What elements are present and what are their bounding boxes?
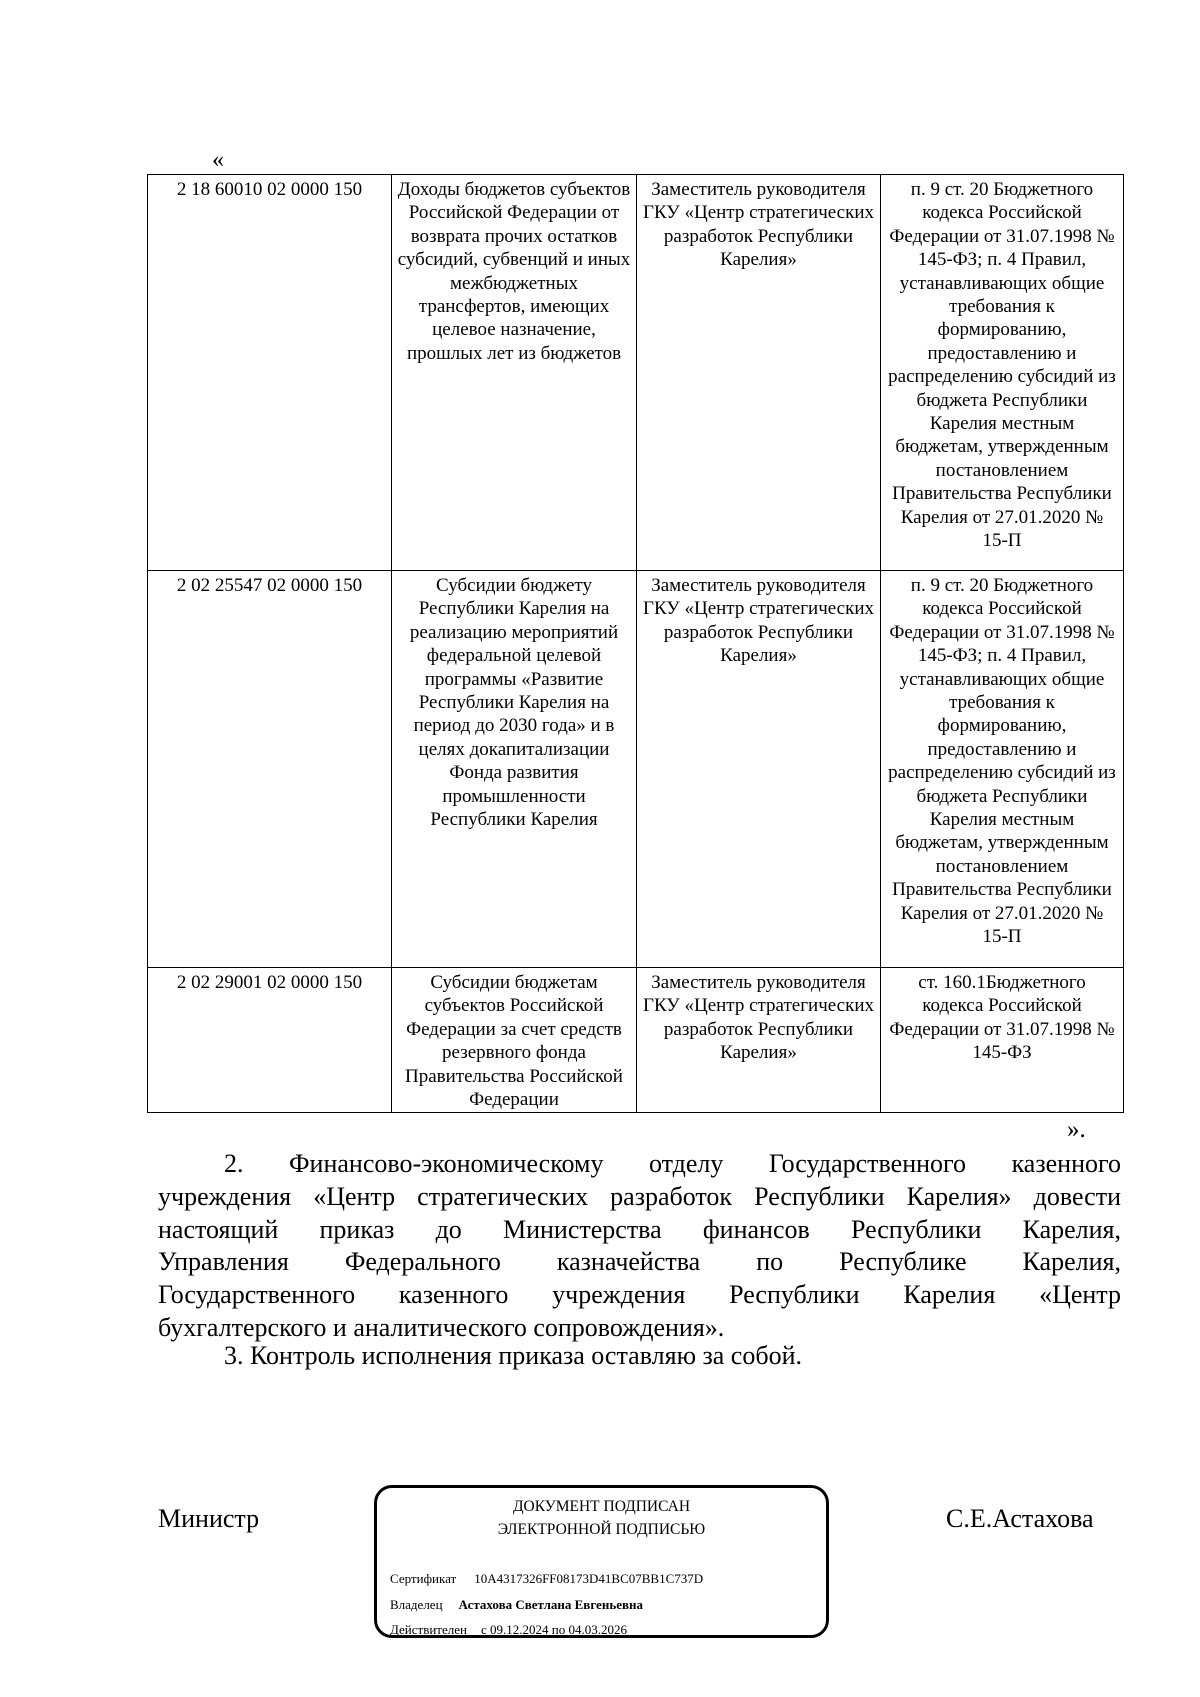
table-row bbox=[148, 968, 1124, 1113]
paragraph-2-line: Государственного казенного учреждения Республики Карелия «Центр bbox=[158, 1280, 1121, 1310]
stamp-certificate-value: 10A4317326FF08173D41BC07BB1C737D bbox=[474, 1571, 704, 1586]
stamp-owner-row bbox=[390, 1598, 643, 1611]
cell-responsible: Заместитель руководителя ГКУ «Центр стратегических разработок Республики Карелия» bbox=[637, 968, 881, 1113]
stamp-owner-value: Астахова Светлана Евгеньевна bbox=[458, 1597, 643, 1612]
cell-basis: ст. 160.1Бюджетного кодекса Российской Федерации от 31.07.1998 № 145-ФЗ bbox=[881, 968, 1124, 1113]
paragraph-2-line: учреждения «Центр стратегических разработок Республики Карелия» довести bbox=[158, 1181, 1121, 1211]
paragraph-2-line: настоящий приказ до Министерства финансов Республики Карелия, bbox=[158, 1214, 1121, 1244]
budget-codes-table bbox=[147, 174, 1124, 1113]
paragraph-2 bbox=[158, 1148, 1121, 1345]
table-opening-quote: « bbox=[212, 147, 224, 173]
stamp-heading: ДОКУМЕНТ ПОДПИСАН bbox=[512, 1498, 691, 1515]
stamp-certificate-label: Сертификат bbox=[390, 1571, 457, 1586]
stamp-validity-row bbox=[390, 1623, 627, 1636]
cell-name: Субсидии бюджету Республики Карелия на реализацию мероприятий федеральной целевой программы «Развитие Республики Карелия на период до 2030 года» и в целях докапитализации Фонда развития промышленности Республики Карелия bbox=[392, 571, 637, 968]
table-closing-quote: ». bbox=[1067, 1116, 1086, 1143]
table-row bbox=[148, 571, 1124, 968]
paragraph-2-line: 2. Финансово-экономическому отделу Государственного казенного bbox=[224, 1149, 1121, 1178]
stamp-owner-label: Владелец bbox=[390, 1597, 443, 1612]
cell-code: 2 02 25547 02 0000 150 bbox=[148, 571, 392, 968]
cell-responsible: Заместитель руководителя ГКУ «Центр стратегических разработок Республики Карелия» bbox=[637, 175, 881, 571]
cell-responsible: Заместитель руководителя ГКУ «Центр стратегических разработок Республики Карелия» bbox=[637, 571, 881, 968]
paragraph-2-line: Управления Федерального казначейства по Республике Карелия, bbox=[158, 1247, 1121, 1277]
table-row bbox=[148, 175, 1124, 571]
cell-code: 2 02 29001 02 0000 150 bbox=[148, 968, 392, 1113]
signer-position: Министр bbox=[158, 1504, 260, 1533]
stamp-validity-label: Действителен bbox=[390, 1622, 467, 1637]
stamp-validity-value: с 09.12.2024 по 04.03.2026 bbox=[480, 1622, 627, 1637]
cell-name: Субсидии бюджетам субъектов Российской Федерации за счет средств резервного фонда Правительства Российской Федерации bbox=[392, 968, 637, 1113]
cell-name: Доходы бюджетов субъектов Российской Федерации от возврата прочих остатков субсидий, субвенций и иных межбюджетных трансфертов, имеющих целевое назначение, прошлых лет из бюджетов bbox=[392, 175, 637, 571]
paragraph-2-line: бухгалтерского и аналитического сопровождения». bbox=[158, 1312, 725, 1342]
cell-code: 2 18 60010 02 0000 150 bbox=[148, 175, 392, 571]
electronic-signature-stamp bbox=[374, 1485, 829, 1638]
stamp-heading: ЭЛЕКТРОННОЙ ПОДПИСЬЮ bbox=[497, 1521, 706, 1538]
cell-basis: п. 9 ст. 20 Бюджетного кодекса Российской Федерации от 31.07.1998 № 145-ФЗ; п. 4 Правил, устанавливающих общие требования к формированию, предоставлению и распределению субсидий из бюджета Республики Карелия местным бюджетам, утвержденным постановлением Правительства Республики Карелия от 27.01.2020 № 15-П bbox=[881, 175, 1124, 571]
cell-basis: п. 9 ст. 20 Бюджетного кодекса Российской Федерации от 31.07.1998 № 145-ФЗ; п. 4 Правил, устанавливающих общие требования к формированию, предоставлению и распределению субсидий из бюджета Республики Карелия местным бюджетам, утвержденным постановлением Правительства Республики Карелия от 27.01.2020 № 15-П bbox=[881, 571, 1124, 968]
stamp-certificate-row bbox=[390, 1572, 703, 1585]
paragraph-3: 3. Контроль исполнения приказа оставляю за собой. bbox=[224, 1341, 802, 1370]
signer-name: С.Е.Астахова bbox=[946, 1504, 1094, 1533]
